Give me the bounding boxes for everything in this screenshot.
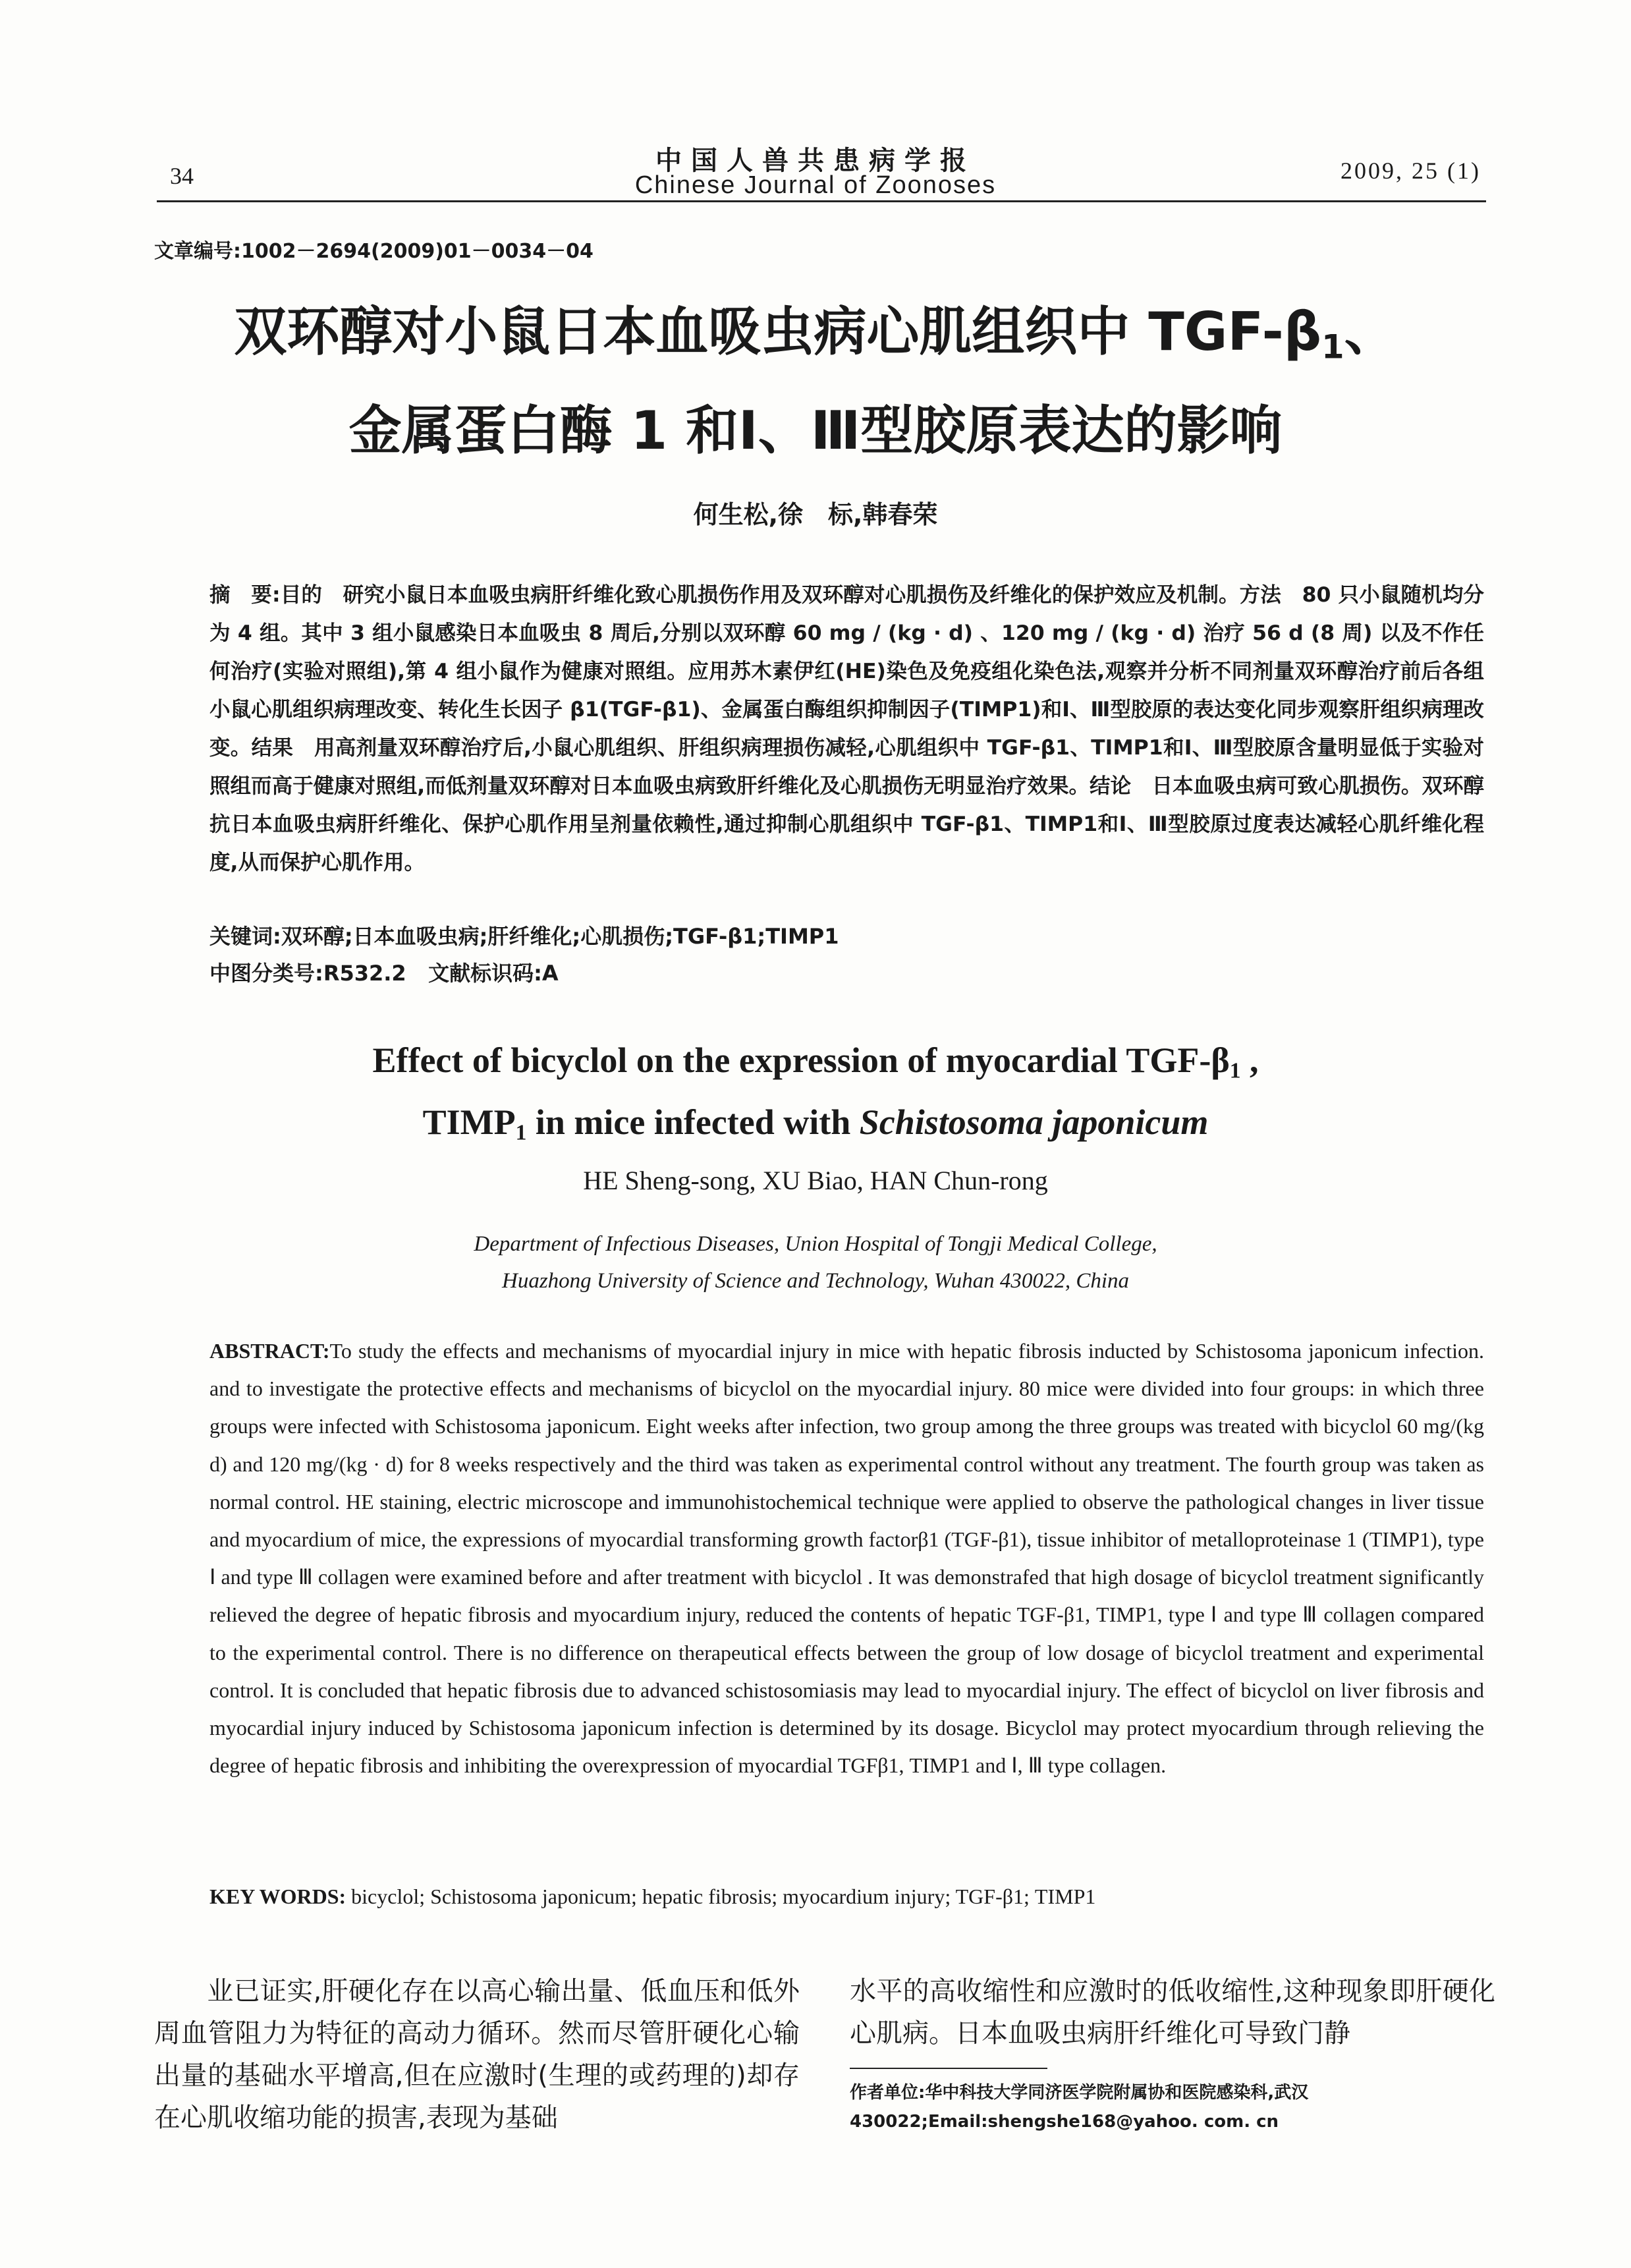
classification-cn: 中图分类号:R532.2 文献标识码:A [209, 961, 559, 986]
title-cn-line1: 双环醇对小鼠日本血吸虫病心肌组织中 TGF-$\beta_1$、 [234, 301, 1397, 366]
body-column-left: 业已证实,肝硬化存在以高心输出量、低血压和低外周血管阻力为特征的高动力循环。然而尽管肝硬化心输出量的基础水平增高,但在应激时(生理的或药理的)却存在心肌收缩功能的损害,表现为基础 [154, 1976, 800, 2133]
page-number: 34 [170, 163, 194, 189]
keywords-en: KEY WORDS: bicyclol; Schistosoma japonicum; hepatic fibrosis; myocardium injury; TGF-β1; TIMP1 [209, 1885, 1096, 1908]
abstract-cn-label: 摘 要: [209, 583, 281, 607]
abstract-en [209, 1332, 1484, 1784]
abstract-cn-text: 目的 研究小鼠日本血吸虫病肝纤维化致心肌损伤作用及双环醇对心肌损伤及纤维化的保护效应及机制。方法 80 只小鼠随机均分为 4 组。其中 3 组小鼠感染日本血吸虫 8 周后,分别以双环醇 60 mg / (kg · d) 、120 mg / (kg · d) 治疗 56 d (8 周) 以及不作任何治疗(实验对照组),第 4 组小鼠作为健康对照组。应用苏木素伊红(HE)染色及免疫组化染色法,观察并分析不同剂量双环醇治疗前后各组小鼠心肌组织病理改变、转化生长因子 β1(TGF-β1)、金属蛋白酶组织抑制因子(TIMP1)和Ⅰ、Ⅲ型胶原的表达变化同步观察肝组织病理改变。结果 用高剂量双环醇治疗后,小鼠心肌组织、肝组织病理损伤减轻,心肌组织中 TGF-β1、TIMP1和Ⅰ、Ⅲ型胶原含量明显低于实验对照组而高于健康对照组,而低剂量双环醇对日本血吸虫病致肝纤维化及心肌损伤无明显治疗效果。结论 日本血吸虫病可致心肌损伤。双环醇抗日本血吸虫病肝纤维化、保护心肌作用呈剂量依赖性,通过抑制心肌组织中 TGF-β1、TIMP1和Ⅰ、Ⅲ型胶原过度表达减轻心肌纤维化程度,从而保护心肌作用。 [209, 583, 1484, 874]
author-affiliation-footnote: 作者单位:华中科技大学同济医学院附属协和医院感染科,武汉 430022;Email:shengshe168@yahoo. com. cn [850, 2083, 1309, 2132]
title-en-line1: Effect of bicyclol on the expression of myocardial TGF-$\beta_1$ , [372, 1040, 1259, 1083]
abstract-cn [209, 576, 1484, 882]
authors-cn: 何生松,徐 标,韩春荣 [693, 500, 938, 529]
article-number: 文章编号:1002－2694(2009)01－0034－04 [154, 240, 594, 263]
header-rule [157, 200, 1486, 202]
footnote-rule [850, 2068, 1047, 2069]
issue-info: 2009, 25 (1) [1341, 157, 1481, 184]
abstract-en-text: To study the effects and mechanisms of myocardial injury in mice with hepatic fibrosis inducted by Schistosoma japonicum infection. and to investigate the protective effects and mechanisms of bicyclol on the myocardial injury. 80 mice were divided into four groups: in which three groups were infected with Schistosoma japonicum. Eight weeks after infection, two group among the three groups was treated with bicyclol 60 mg/(kg d) and 120 mg/(kg · d) for 8 weeks respectively and the third was taken as experimental control without any treatment. The fourth group was taken as normal control. HE staining, electric microscope and immunohistochemical technique were applied to observe the pathological changes in liver tissue and myocardium of mice, the expressions of myocardial transforming growth factorβ1 (TGF-β1), tissue inhibitor of metalloproteinase 1 (TIMP1), type Ⅰ and type Ⅲ collagen were examined before and after treatment with bicyclol . It was demonstrafed that high dosage of bicyclol treatment significantly relieved the degree of hepatic fibrosis and myocardium injury, reduced the contents of hepatic TGF-β1, TIMP1, type Ⅰ and type Ⅲ collagen compared to the experimental control. There is no difference on therapeutical effects between the group of low dosage of bicyclol treatment and experimental control. It is concluded that hepatic fibrosis due to advanced schistosomiasis may lead to myocardial injury. The effect of bicyclol on liver fibrosis and myocardial injury induced by Schistosoma japonicum infection is determined by its dosage. Bicyclol may protect myocardium through relieving the degree of hepatic fibrosis and inhibiting the overexpression of myocardial TGFβ1, TIMP1 and Ⅰ, Ⅲ type collagen. [209, 1339, 1484, 1778]
title-cn [0, 290, 1631, 473]
affiliation-en: Department of Infectious Diseases, Union Hospital of Tongji Medical College, Huazhong University of Science and Technology, Wuhan 430022, China [474, 1232, 1157, 1293]
title-en-line2: $TIMP_1$ in mice infected with Schistosoma japonicum [422, 1102, 1209, 1145]
journal-title-cn: 中国人兽共患病学报 [655, 146, 976, 176]
journal-title-en: Chinese Journal of Zoonoses [634, 171, 997, 199]
body-column-right: 水平的高收缩性和应激时的低收缩性,这种现象即肝硬化心肌病。日本血吸虫病肝纤维化可导致门静 [850, 1976, 1495, 2049]
keywords-cn: 关键词:双环醇;日本血吸虫病;肝纤维化;心肌损伤;TGF-β1;TIMP1 [209, 924, 839, 949]
abstract-en-label: ABSTRACT: [209, 1339, 330, 1363]
title-en [0, 1035, 1631, 1159]
title-cn-line2: 金属蛋白酶 1 和Ⅰ、Ⅲ型胶原表达的影响 [348, 400, 1283, 462]
authors-en: HE Sheng-song, XU Biao, HAN Chun-rong [583, 1166, 1048, 1195]
